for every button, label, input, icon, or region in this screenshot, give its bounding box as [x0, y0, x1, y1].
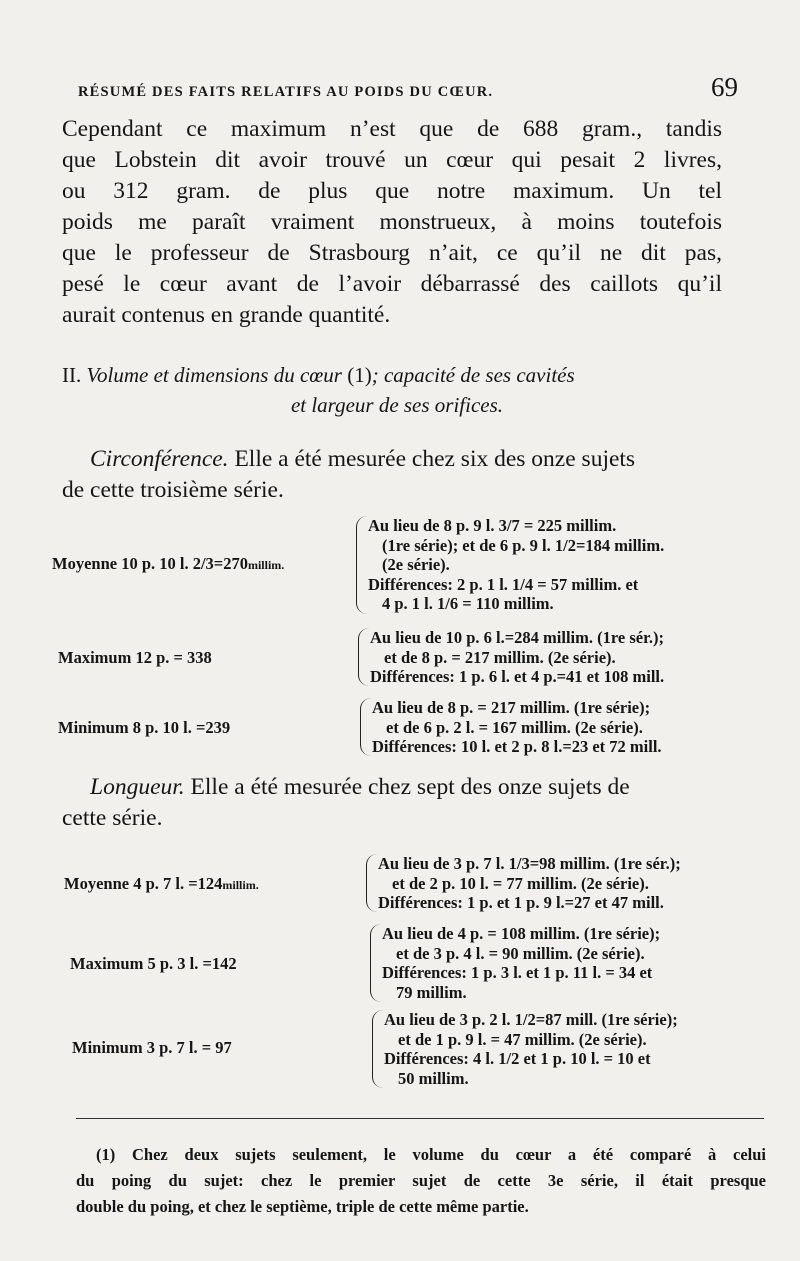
detail-line: 50 millim. — [398, 1068, 469, 1088]
section-title: Volume et dimensions du cœur — [86, 363, 342, 387]
circonference-intro — [62, 444, 732, 506]
longueur-heading: Longueur. — [90, 774, 185, 800]
footnote-line: double du poing, et chez le septième, triple de cette même partie. — [76, 1197, 529, 1216]
section-number: II. — [62, 363, 82, 387]
detail-line: Au lieu de 8 p. 9 l. 3/7 = 225 millim. — [368, 516, 617, 535]
brace — [356, 516, 367, 614]
text-line: que Lobstein dit avoir trouvé un cœur qui pesait 2 livres, — [62, 147, 722, 173]
detail-line: Différences: 1 p. et 1 p. 9 l.=27 et 47 mill. — [378, 893, 664, 912]
detail-line: Différences: 1 p. 6 l. et 4 p.=41 et 108 mill. — [370, 667, 665, 686]
detail-line: Différences: 2 p. 1 l. 1/4 = 57 millim. et — [368, 574, 639, 594]
row-label: Moyenne 4 p. 7 l. =124 — [64, 874, 223, 893]
detail-line: (2e série). — [382, 555, 450, 574]
detail-line: et de 1 p. 9 l. = 47 millim. (2e série). — [398, 1029, 647, 1049]
section-heading — [62, 360, 732, 420]
detail-line: Au lieu de 10 p. 6 l.=284 millim. (1re sér.); — [370, 628, 665, 647]
row-label: Maximum 5 p. 3 l. =142 — [70, 954, 237, 973]
detail-line: et de 3 p. 4 l. = 90 millim. (2e série). — [396, 943, 645, 963]
row-label: Moyenne 10 p. 10 l. 2/3=270 — [52, 554, 248, 573]
brace — [372, 1010, 383, 1088]
detail-line: 79 millim. — [396, 982, 467, 1002]
running-header — [78, 72, 738, 106]
row-label: Minimum 3 p. 7 l. = 97 — [72, 1038, 232, 1057]
text-line: Cependant ce maximum n’est que de 688 gram., tandis — [62, 116, 722, 142]
detail-line: (1re série); et de 6 p. 9 l. 1/2=184 millim. — [382, 535, 665, 555]
text-line: aurait contenus en grande quantité. — [62, 302, 391, 328]
text-line: pesé le cœur avant de l’avoir débarrassé des caillots qu’il — [62, 271, 722, 297]
footnote-reference[interactable]: (1) — [347, 363, 372, 387]
detail-line: et de 6 p. 2 l. = 167 millim. (2e série). — [386, 717, 643, 737]
section-title-line2: et largeur de ses orifices. — [290, 393, 504, 417]
circonference-text-2: de cette troisième série. — [62, 477, 284, 503]
footnote-divider — [76, 1118, 764, 1119]
row-label: Minimum 8 p. 10 l. =239 — [58, 718, 231, 737]
row-unit: millim. — [222, 878, 259, 892]
detail-line: 4 p. 1 l. 1/6 = 110 millim. — [382, 594, 554, 613]
longueur-text-2: cette série. — [62, 805, 163, 831]
detail-line: Au lieu de 3 p. 2 l. 1/2=87 mill. (1re série); — [384, 1010, 678, 1029]
intro-paragraph — [62, 114, 722, 331]
page-number: 69 — [711, 72, 738, 102]
detail-line: Au lieu de 4 p. = 108 millim. (1re série); — [382, 924, 661, 943]
circonference-heading: Circonférence. — [90, 446, 229, 472]
text-line: poids me paraît vraiment monstrueux, à moins toutefois — [62, 209, 722, 235]
detail-line: Différences: 10 l. et 2 p. 8 l.=23 et 72 mill. — [372, 737, 662, 756]
detail-line: Différences: 1 p. 3 l. et 1 p. 11 l. = 34 et — [382, 963, 653, 982]
detail-line: et de 8 p. = 217 millim. (2e série). — [384, 647, 616, 667]
section-title-rest: ; capacité de ses cavités — [371, 363, 575, 387]
brace — [360, 698, 371, 756]
brace — [366, 854, 377, 912]
circonference-text: Elle a été mesurée chez six des onze sujets — [234, 446, 636, 472]
footnote — [76, 1142, 766, 1220]
footnote-line: du poing du sujet: chez le premier sujet de cette 3e série, il était presque — [76, 1171, 766, 1190]
longueur-text: Elle a été mesurée chez sept des onze sujets de — [190, 774, 630, 800]
text-line: ou 312 gram. de plus que notre maximum. Un tel — [62, 178, 722, 204]
longueur-intro — [62, 772, 732, 834]
detail-line: Au lieu de 3 p. 7 l. 1/3=98 millim. (1re sér.); — [378, 854, 681, 873]
running-title: RÉSUMÉ DES FAITS RELATIFS AU POIDS DU CŒUR. — [78, 84, 494, 100]
detail-line: Au lieu de 8 p. = 217 millim. (1re série); — [372, 698, 651, 717]
detail-line: et de 2 p. 10 l. = 77 millim. (2e série). — [392, 873, 649, 893]
row-unit: millim. — [247, 558, 285, 572]
row-label: Maximum 12 p. = 338 — [58, 648, 212, 667]
brace — [358, 628, 369, 686]
detail-line: Différences: 4 l. 1/2 et 1 p. 10 l. = 10 et — [384, 1049, 651, 1068]
brace — [370, 924, 381, 1002]
text-line: que le professeur de Strasbourg n’ait, ce qu’il ne dit pas, — [62, 240, 722, 266]
footnote-line: (1) Chez deux sujets seulement, le volume du cœur a été comparé à celui — [96, 1145, 766, 1164]
